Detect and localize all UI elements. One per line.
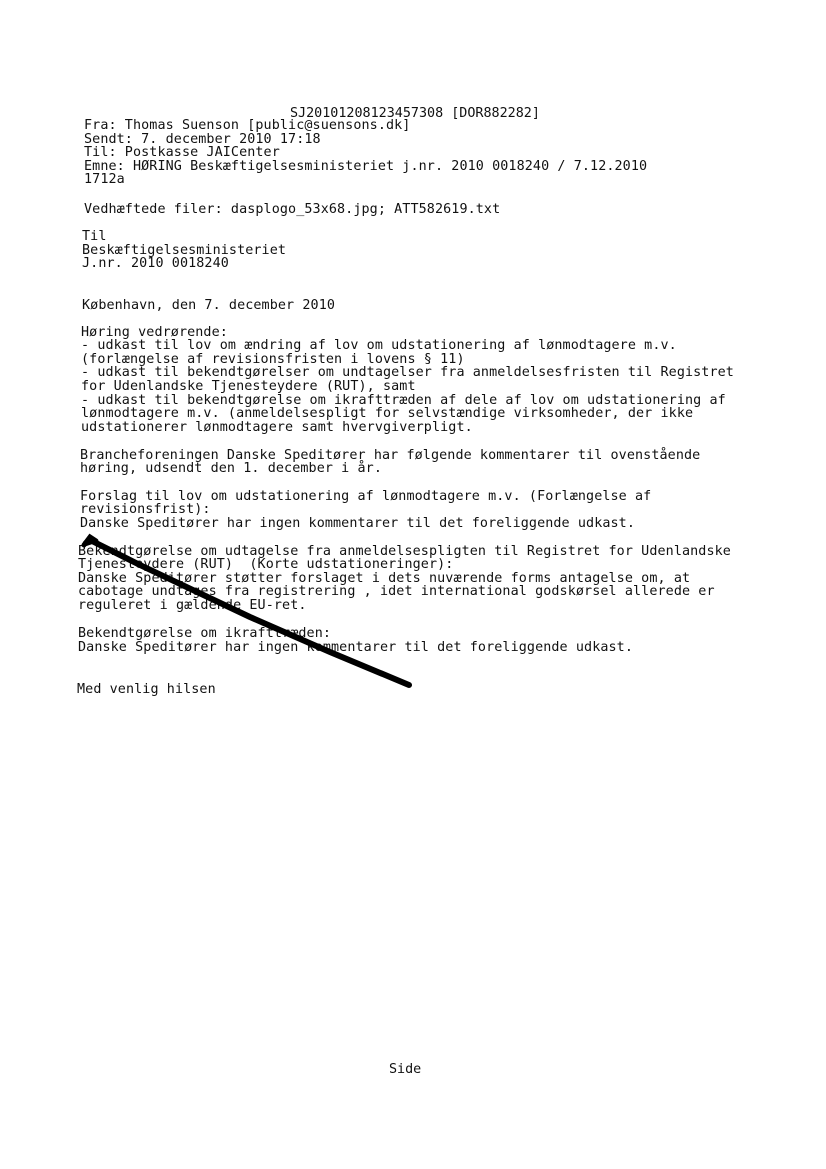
email-sent: Sendt: 7. december 2010 17:18 (84, 132, 321, 147)
paragraph-line: Danske Speditører støtter forslaget i dets nuværende forms antagelse om, at (78, 571, 691, 586)
paragraph-line: Tjenesteydere (RUT) (Korte udstationeringer): (78, 557, 454, 572)
paragraph-line: Brancheforeningen Danske Speditører har følgende kommentarer til ovenstående (80, 448, 701, 463)
paragraph-line: udstationerer lønmodtagere samt hvervgiverpligt. (81, 420, 473, 435)
paragraph-line: Bekendtgørelse om ikrafttræden: (78, 626, 332, 641)
document-reference: SJ20101208123457308 [DOR882282] (290, 106, 540, 121)
paragraph-line: Forslag til lov om udstationering af lønmodtagere m.v. (Forlængelse af (80, 489, 652, 504)
paragraph-line: for Udenlandske Tjenesteydere (RUT), samt (81, 379, 416, 394)
paragraph-line: Danske Speditører har ingen kommentarer til det foreliggende udkast. (80, 516, 636, 531)
recipient-to: Til (82, 229, 107, 244)
paragraph-line: - udkast til bekendtgørelse om ikrafttræden af dele af lov om udstationering af (81, 393, 726, 408)
closing-greeting: Med venlig hilsen (77, 682, 216, 697)
email-attachments: Vedhæftede filer: dasplogo_53x68.jpg; ATT582619.txt (84, 202, 501, 217)
paragraph-line: cabotage undtages fra registrering , idet international godskørsel allerede er (78, 584, 715, 599)
paragraph-line: Danske Speditører har ingen kommentarer til det foreliggende udkast. (78, 640, 634, 655)
paragraph-line: - udkast til lov om ændring af lov om udstationering af lønmodtagere m.v. (81, 338, 677, 353)
paragraph-line: Bekendtgørelse om udtagelse fra anmeldelsespligten til Registret for Udenlandske (78, 544, 731, 559)
email-from: Fra: Thomas Suenson [public@suensons.dk] (84, 118, 411, 133)
page-footer: Side (389, 1062, 422, 1077)
paragraph-line: Høring vedrørende: (81, 325, 228, 340)
email-to: Til: Postkasse JAICenter (84, 145, 280, 160)
paragraph-line: - udkast til bekendtgørelser om undtagelser fra anmeldelsesfristen til Registret (81, 365, 734, 380)
paragraph-line: reguleret i gældende EU-ret. (78, 598, 307, 613)
paragraph-line: revisionsfrist): (80, 502, 211, 517)
date-line: København, den 7. december 2010 (82, 298, 336, 313)
recipient-ministry: Beskæftigelsesministeriet (82, 243, 287, 258)
email-subject-continued: 1712a (84, 172, 125, 187)
paragraph-line: lønmodtagere m.v. (anmeldelsespligt for selvstændige virksomheder, der ikke (81, 406, 694, 421)
recipient-case-number: J.nr. 2010 0018240 (82, 256, 229, 271)
paragraph-line: (forlængelse af revisionsfristen i lovens § 11) (81, 352, 465, 367)
email-subject: Emne: HØRING Beskæftigelsesministeriet j.nr. 2010 0018240 / 7.12.2010 (84, 159, 648, 174)
paragraph-line: høring, udsendt den 1. december i år. (80, 461, 382, 476)
